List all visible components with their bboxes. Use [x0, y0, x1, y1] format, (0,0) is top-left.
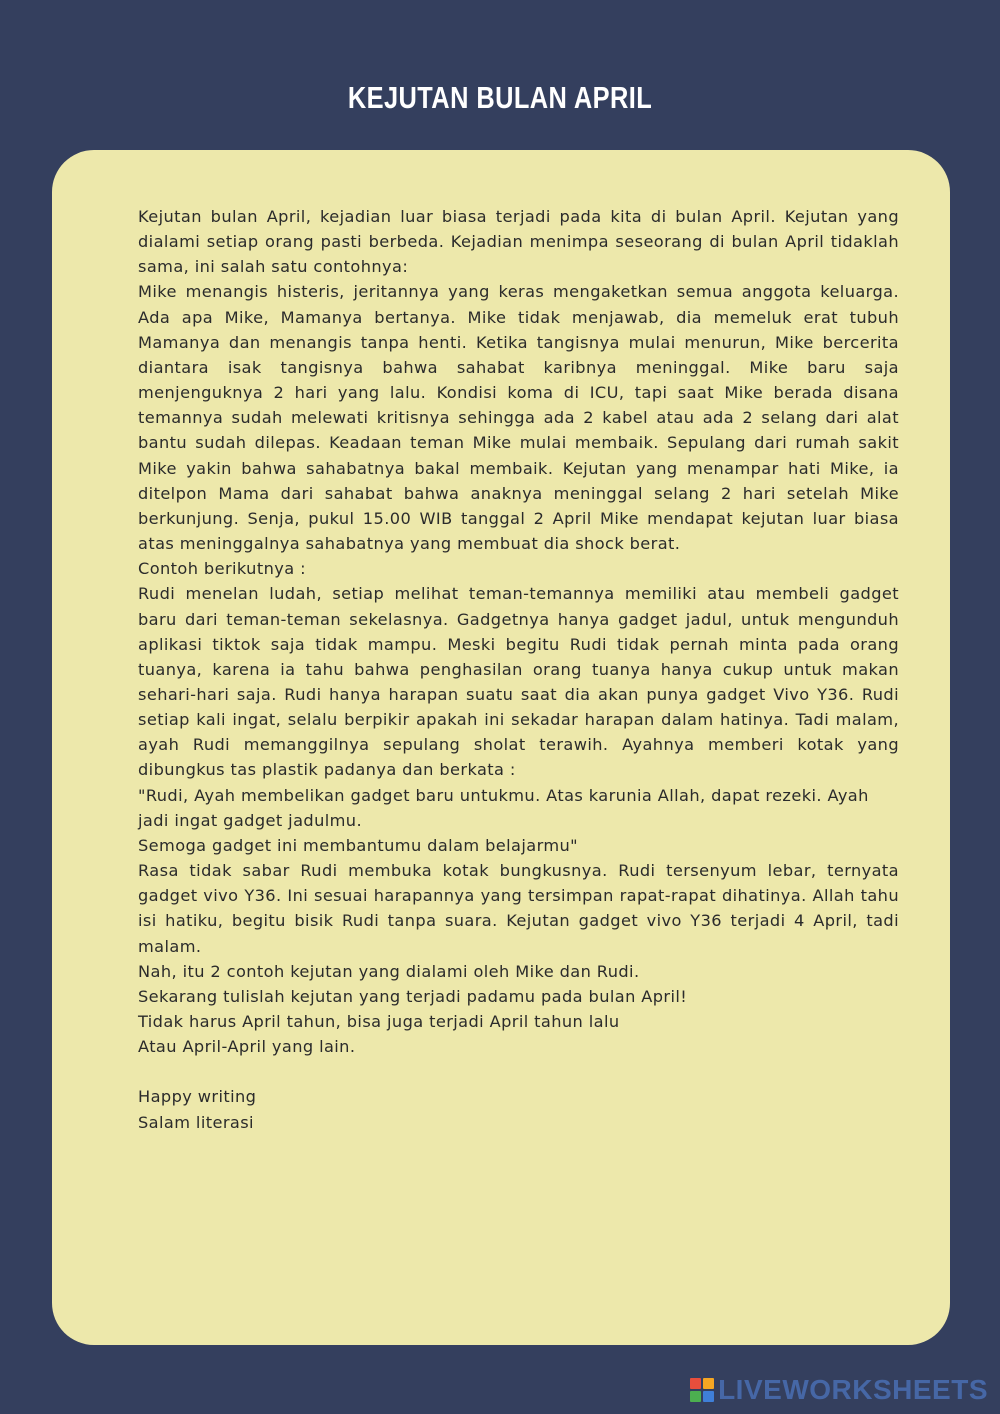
- story-text: [138, 204, 899, 1135]
- logo-square-l: [690, 1378, 701, 1389]
- closing-salam-literasi: Salam literasi: [138, 1112, 254, 1132]
- paragraph-summary: Nah, itu 2 contoh kejutan yang dialami oleh Mike dan Rudi.: [138, 961, 640, 981]
- liveworksheets-watermark: [690, 1374, 988, 1406]
- watermark-text: LIVEWORKSHEETS: [718, 1374, 988, 1405]
- paragraph-intro: Kejutan bulan April, kejadian luar biasa terjadi pada kita di bulan April. Kejutan yang dialami setiap orang pasti berbeda. Kejadian menimpa seseorang di bulan April tidaklah sama, ini salah satu contohnya:: [138, 207, 899, 277]
- paragraph-rudi-surprise: Rasa tidak sabar Rudi membuka kotak bungkusnya. Rudi tersenyum lebar, ternyata gadget vivo Y36. Ini sesuai harapannya yang tersimpan rapat-rapat dihatinya. Allah tahu isi hatiku, begitu bisik Rudi tanpa suara. Kejutan gadget vivo Y36 terjadi 4 April, tadi malam.: [138, 861, 899, 956]
- spacer: [138, 1059, 899, 1084]
- logo-square-i: [703, 1378, 714, 1389]
- liveworksheets-logo-icon: [690, 1378, 714, 1402]
- paragraph-quote-1: "Rudi, Ayah membelikan gadget baru untukmu. Atas karunia Allah, dapat rezeki. Ayah jadi ingat gadget jadulmu.: [138, 785, 869, 830]
- paragraph-mike: Mike menangis histeris, jeritannya yang keras mengaketkan semua anggota keluarga. Ada apa Mike, Mamanya bertanya. Mike tidak menjawab, dia memeluk erat tubuh Mamanya dan menangis tanpa henti. Ketika tangisnya mulai menurun, Mike bercerita diantara isak tangisnya bahwa sahabat karibnya meninggal. Mike baru saja menjenguknya 2 hari yang lalu. Kondisi koma di ICU, tapi saat Mike berada disana temannya sudah melewati kritisnya sehingga ada 2 kabel atau ada 2 selang dari alat bantu sudah dilepas. Keadaan teman Mike mulai membaik. Sepulang dari rumah sakit Mike yakin bahwa sahabatnya bakal membaik. Kejutan yang menampar hati Mike, ia ditelpon Mama dari sahabat bahwa anaknya meninggal selang 2 hari setelah Mike berkunjung. Senja, pukul 15.00 WIB tanggal 2 April Mike mendapat kejutan luar biasa atas meninggalnya sahabatnya yang membuat dia shock berat.: [138, 282, 899, 554]
- paragraph-note: Tidak harus April tahun, bisa juga terjadi April tahun lalu: [138, 1012, 620, 1031]
- paragraph-next-example: Contoh berikutnya :: [138, 559, 306, 579]
- paragraph-alternative: Atau April-April yang lain.: [138, 1037, 356, 1057]
- logo-square-v: [690, 1391, 701, 1402]
- page-title: KEJUTAN BULAN APRIL: [347, 80, 653, 115]
- paragraph-rudi: Rudi menelan ludah, setiap melihat teman-temannya memiliki atau membeli gadget baru dari teman-teman sekelasnya. Gadgetnya hanya gadget jadul, untuk mengunduh aplikasi tiktok saja tidak mampu. Meski begitu Rudi tidak pernah minta pada orang tuanya, karena ia tahu bahwa penghasilan orang tuanya hanya cukup untuk makan sehari-hari saja. Rudi hanya harapan suatu saat dia akan punya gadget Vivo Y36. Rudi setiap kali ingat, selalu berpikir apakah ini sekadar harapan dalam hatinya. Tadi malam, ayah Rudi memanggilnya sepulang sholat terawih. Ayahnya memberi kotak yang dibungkus tas plastik padanya dan berkata :: [138, 584, 899, 780]
- closing-happy-writing: Happy writing: [138, 1087, 257, 1107]
- paragraph-instruction: Sekarang tulislah kejutan yang terjadi padamu pada bulan April!: [138, 986, 688, 1006]
- paragraph-quote-2: Semoga gadget ini membantumu dalam belajarmu": [138, 835, 579, 855]
- logo-square-e: [703, 1391, 714, 1402]
